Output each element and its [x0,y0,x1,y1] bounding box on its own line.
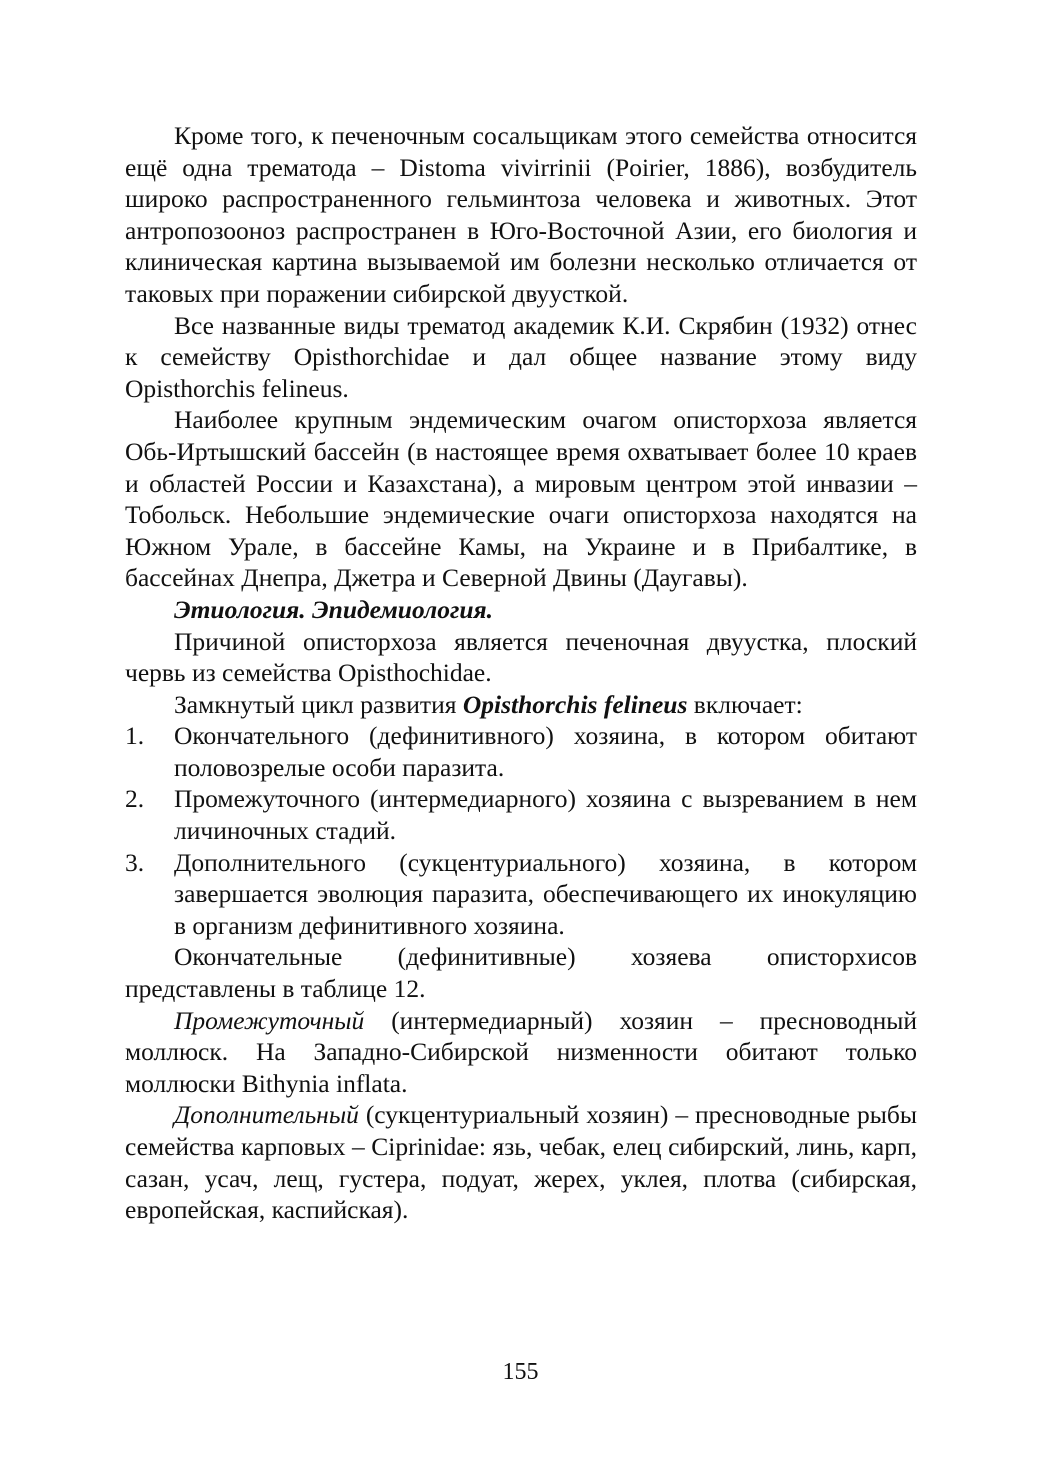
list-item-text: Окончательного (дефинитивного) хозяина, в котором обитают половозрелые особи паразита. [174,721,917,782]
page-number: 155 [502,1359,539,1385]
cycle-intro-text: Замкнутый цикл развития [174,689,463,719]
list-item-text: Промежуточного (интермедиарного) хозяина с вызреванием в нем личиночных стадий. [174,784,917,846]
list-item-text: Дополнительного (сукцентуриального) хозяина, в котором завершается эволюция паразита, обеспечивающего их инокуляцию в организм дефинитивного хозяина. [174,847,917,940]
paragraph-cycle-intro [125,689,917,721]
paragraph-distoma: Кроме того, к печеночным сосальщикам этого семейства относится ещё одна трематода – Distoma vivirrinii (Poirier, 1886), возбудитель широко распространенного гельминтоза человека и животных. Этот антропозооноз распространен в Юго-Восточной Азии, его биология и клиническая картина вызываемой им болезни несколько отличается от таковых при поражении сибирской двуусткой. [125,121,917,308]
list-item [125,720,917,783]
list-number: 2. [125,784,145,814]
paragraph-additional-host [125,1099,917,1225]
list-number: 3. [125,847,145,877]
paragraph-scriabin: Все названные виды трематод академик К.И. Скрябин (1932) отнес к семейству Opisthorchidae и дал общее название этому виду Opisthorchis felineus. [125,310,917,403]
list-number: 1. [125,721,145,751]
list-item [125,783,917,846]
additional-term: Дополнительный [174,1100,359,1130]
species-name: Opisthorchis felineus [462,689,688,719]
intermediate-term: Промежуточный [174,1005,365,1035]
paragraph-endemic-focus: Наиболее крупным эндемическим очагом описторхоза является Обь-Иртышский бассейн (в настоящее время охватывает более 10 краев и областей России и Казахстана), а мировым центром этой инвазии – Тобольск. Небольшие эндемические очаги описторхоза находятся на Южном Урале, в бассейне Камы, на Украине и в Прибалтике, в бассейнах Днепра, Джетра и Северной Двины (Даугавы). [125,405,917,593]
paragraph-cause: Причиной описторхоза является печеночная двуустка, плоский червь из семейства Opisthochidae. [125,626,917,688]
paragraph-intermediate-host [125,1005,917,1100]
list-item [125,847,917,942]
additional-text: (сукцентуриальный хозяин) – пресноводные рыбы семейства карповых – Ciprinidae: язь, чебак, елец сибирский, линь, карп, сазан, усач, лещ, густера, подуат, жерех, уклея, плотва (сибирская, европейская, каспийская). [125,1100,917,1225]
paragraph-definitive-hosts: Окончательные (дефинитивные) хозяева описторхисов представлены в таблице 12. [125,942,917,1004]
cycle-intro-end: включает: [687,689,803,719]
section-heading: Этиология. Эпидемиология. [174,594,494,624]
page-body [125,120,917,1226]
intermediate-text: (интермедиарный) хозяин – пресноводный моллюск. На Западно-Сибирской низменности обитают только моллюски Bithynia inflata. [125,1005,917,1098]
host-list [125,720,917,941]
